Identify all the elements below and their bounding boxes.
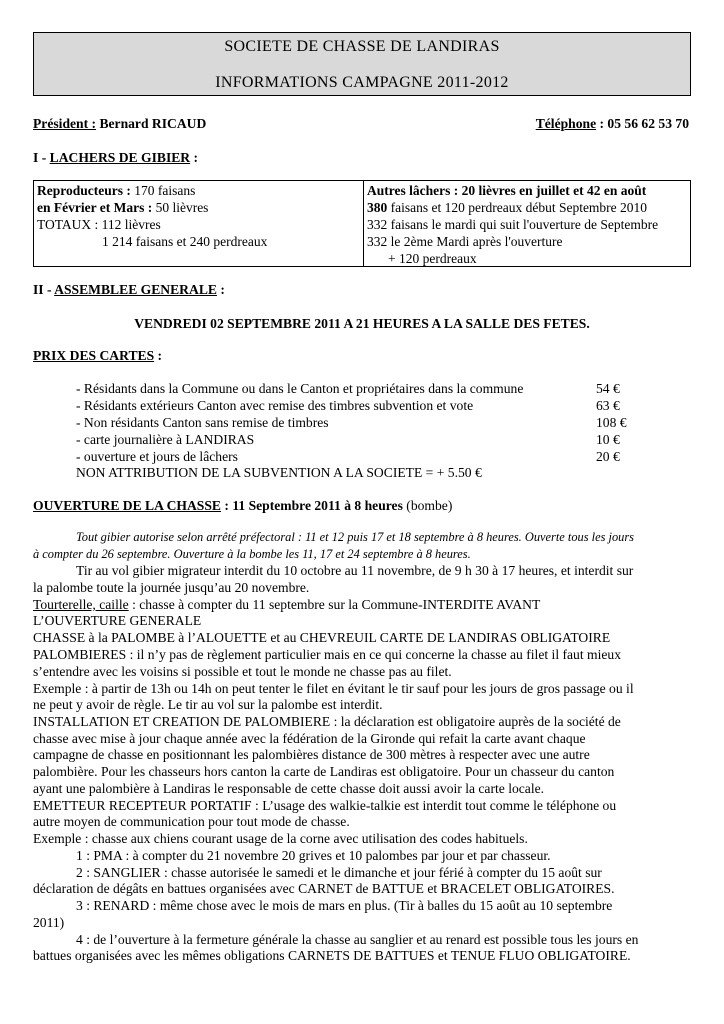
- ouverture-title: OUVERTURE DE LA CHASSE: [33, 498, 221, 513]
- prix-item-label: - Résidants extérieurs Canton avec remise des timbres subvention et vote: [76, 398, 474, 413]
- paragraph-line: chasse avec mise à jour chaque année avec la fédération de la Gironde qui refait la carte avant chaque: [33, 731, 586, 746]
- paragraph-line: la palombe toute la journée jusqu’au 20 novembre.: [33, 580, 310, 595]
- header-box: [33, 32, 691, 96]
- header-subtitle: INFORMATIONS CAMPAGNE 2011-2012: [215, 74, 509, 91]
- italic-note-line: à compter du 26 septembre. Ouverture à la bombe les 11, 17 et 24 septembre à 8 heures.: [33, 547, 471, 561]
- phone-label: Téléphone: [535, 116, 597, 131]
- gibier-right-cell: Autres lâchers : 20 lièvres en juillet et 42 en août 380 faisans et 120 perdreaux début Septembre 2010 332 faisans le mardi qui suit l'ouverture de Septembre 332 le 2ème Mardi après l'ouverture + 120 perdreaux: [367, 183, 659, 266]
- ouverture-date: : 11 Septembre 2011 à 8 heures: [221, 498, 403, 513]
- paragraph-line: Tourterelle, caille : chasse à compter du 11 septembre sur la Commune-INTERDITE AVANT: [33, 597, 541, 612]
- paragraph-line: EMETTEUR RECEPTEUR PORTATIF : L’usage des walkie-talkie est interdit tout comme le téléphone ou: [33, 798, 617, 813]
- prix-item-price: 63 €: [596, 398, 620, 413]
- paragraph-line: palombière. Pour les chasseurs hors canton la carte de Landiras est obligatoire. Pour un chasseur du canton: [33, 764, 615, 779]
- ouverture-heading: [33, 498, 452, 514]
- paragraph-line: L’OUVERTURE GENERALE: [33, 613, 202, 628]
- paragraph-line: déclaration de dégâts en battues organisées avec CARNET de BATTUE et BRACELET OBLIGATOIRES.: [33, 881, 615, 896]
- paragraph-line: 2 : SANGLIER : chasse autorisée le samedi et le dimanche et jour férié à compter du 15 août sur: [76, 865, 602, 880]
- prix-item-price: 108 €: [596, 415, 627, 430]
- prix-item-price: 20 €: [596, 449, 620, 464]
- paragraph-line: Tir au vol gibier migrateur interdit du 10 octobre au 11 novembre, de 9 h 30 à 17 heures, et interdit sur: [76, 563, 634, 578]
- assemblee-date: VENDREDI 02 SEPTEMBRE 2011 A 21 HEURES A LA SALLE DES FETES.: [134, 316, 590, 331]
- ouverture-extra: (bombe): [402, 498, 453, 513]
- prix-item-price: 10 €: [596, 432, 620, 447]
- prix-heading: PRIX DES CARTES :: [33, 348, 163, 363]
- paragraph-line: 1 : PMA : à compter du 21 novembre 20 grives et 10 palombes par jour et par chasseur.: [76, 848, 551, 863]
- prix-title: PRIX DES CARTES: [33, 348, 155, 363]
- paragraph-line: INSTALLATION ET CREATION DE PALOMBIERE : la déclaration est obligatoire auprès de la société de: [33, 714, 621, 729]
- section-assemblee-heading: II - ASSEMBLEE GENERALE :: [33, 282, 225, 297]
- paragraph-line: PALOMBIERES : il n’y pas de règlement particulier mais en ce qui concerne la chasse au filet il faut mieux: [33, 647, 622, 662]
- paragraph-line: ayant une palombière à Landiras le responsable de cette chasse doit aussi avoir la carte locale.: [33, 781, 545, 796]
- prix-item-label: - carte journalière à LANDIRAS: [76, 432, 255, 447]
- gibier-table: [33, 180, 691, 267]
- paragraph-line: campagne de chasse en positionnant les palombières distance de 300 mètres à respecter avec une autre: [33, 747, 590, 762]
- prix-item-price: 54 €: [596, 381, 620, 396]
- president-label: Président :: [33, 116, 97, 131]
- paragraph-line: CHASSE à la PALOMBE à l’ALOUETTE et au CHEVREUIL CARTE DE LANDIRAS OBLIGATOIRE: [33, 630, 611, 645]
- italic-note-line: Tout gibier autorise selon arrêté préfectoral : 11 et 12 puis 17 et 18 septembre à 8 heures. Ouverte tous les jours: [76, 530, 634, 544]
- paragraph-line: ne peut y avoir de règle. Le tir au vol sur la palombe est interdit.: [33, 697, 383, 712]
- prix-item-label: - ouverture et jours de lâchers: [76, 449, 238, 464]
- phone-value: : 05 56 62 53 70: [596, 116, 689, 131]
- phone-line: [536, 116, 689, 132]
- section-lachers-heading: I - LACHERS DE GIBIER :: [33, 150, 199, 165]
- prix-note: NON ATTRIBUTION DE LA SUBVENTION A LA SOCIETE = + 5.50 €: [76, 465, 482, 480]
- paragraph-line: 3 : RENARD : même chose avec le mois de mars en plus. (Tir à balles du 15 août au 10 septembre: [76, 898, 613, 913]
- paragraph-line: autre moyen de communication pour tout mode de chasse.: [33, 814, 350, 829]
- gibier-left-cell: Reproducteurs : 170 faisans en Février et Mars : 50 lièvres TOTAUX : 112 lièvres 1 214 faisans et 240 perdreaux: [34, 181, 364, 266]
- paragraph-line: Exemple : chasse aux chiens courant usage de la corne avec utilisation des codes habituels.: [33, 831, 528, 846]
- prix-item-label: - Non résidants Canton sans remise de timbres: [76, 415, 329, 430]
- paragraph-line: s’entendre avec les voisins si possible et tout le monde ne chasse pas au filet.: [33, 664, 452, 679]
- president-name: Bernard RICAUD: [96, 116, 207, 131]
- section-lachers-title: LACHERS DE GIBIER: [49, 150, 191, 165]
- president-line: [33, 116, 206, 132]
- section-assemblee-title: ASSEMBLEE GENERALE: [54, 282, 217, 297]
- header-title: SOCIETE DE CHASSE DE LANDIRAS: [224, 38, 500, 55]
- paragraph-line: Exemple : à partir de 13h ou 14h on peut tenter le filet en évitant le tir sauf pour les jours de gros passage ou il: [33, 681, 634, 696]
- paragraph-line: battues organisées avec les mêmes obligations CARNETS DE BATTUES et TENUE FLUO OBLIGATOIRE.: [33, 948, 631, 963]
- paragraph-line: 2011): [33, 915, 65, 930]
- paragraph-line: 4 : de l’ouverture à la fermeture générale la chasse au sanglier et au renard est possible tous les jours en: [76, 932, 639, 947]
- prix-item-label: - Résidants dans la Commune ou dans le Canton et propriétaires dans la commune: [76, 381, 524, 396]
